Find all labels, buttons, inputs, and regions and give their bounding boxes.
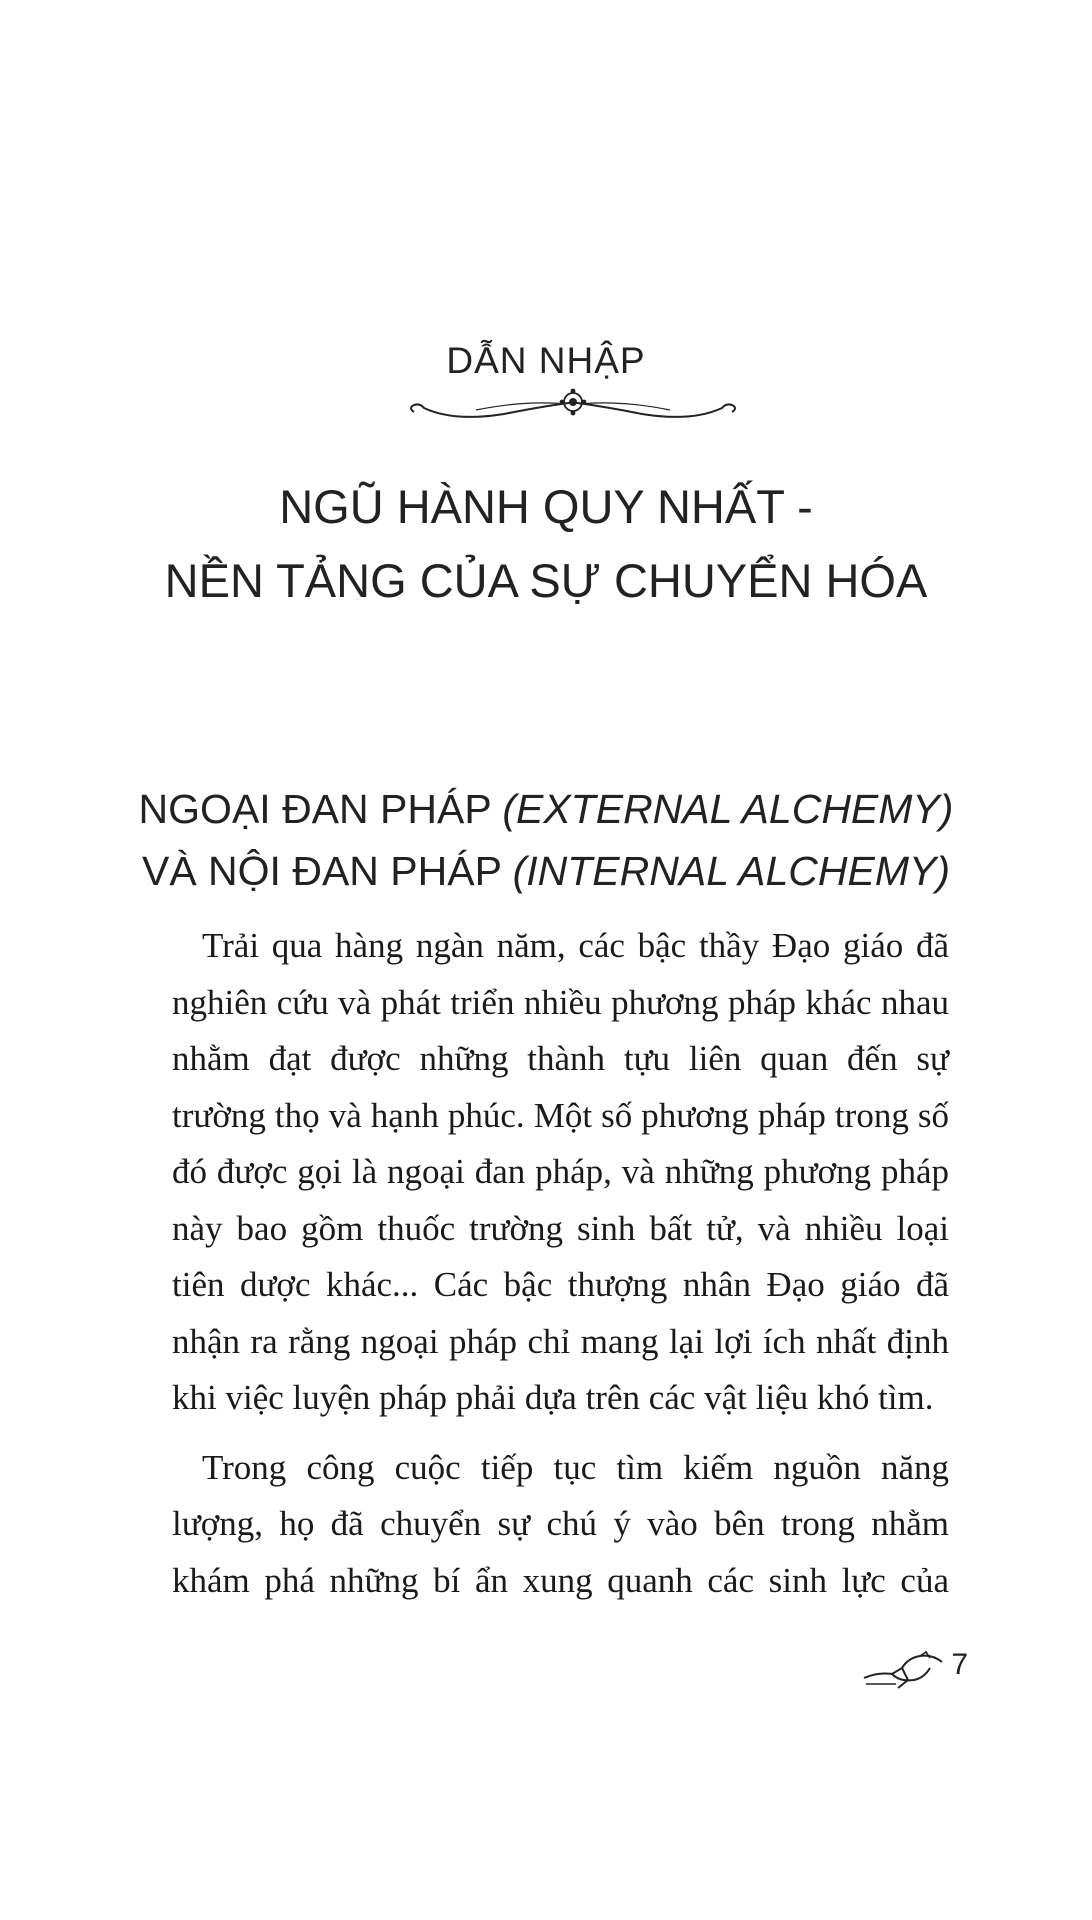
section-heading-english: (INTERNAL ALCHEMY): [512, 848, 951, 894]
section-heading-text: NGOẠI ĐAN PHÁP: [138, 786, 503, 832]
ornamental-divider-icon: [406, 388, 740, 424]
section-heading-line: [0, 840, 1092, 902]
section-heading-english: (EXTERNAL ALCHEMY): [502, 786, 954, 832]
paragraph: Trong công cuộc tiếp tục tìm kiếm nguồn năng lượng, họ đã chuyển sự chú ý vào bên trong nhằm khám phá những bí ẩn xung quanh các sinh lực của: [172, 1447, 949, 1600]
chapter-title-line: NGŨ HÀNH QUY NHẤT -: [279, 480, 813, 533]
section-heading-line: [0, 778, 1092, 840]
chapter-title: [0, 470, 1092, 618]
chapter-title-line: NỀN TẢNG CỦA SỰ CHUYỂN HÓA: [164, 554, 928, 607]
section-heading: [0, 778, 1092, 902]
paragraph: Trải qua hàng ngàn năm, các bậc thầy Đạo giáo đã nghiên cứu và phát triển nhiều phương pháp khác nhau nhằm đạt được những thành tựu liên quan đến sự trường thọ và hạnh phúc. Một số phương pháp trong số đó được gọi là ngoại đan pháp, và những phương pháp này bao gồm thuốc trường sinh bất tử, và nhiều loại tiên dược khác... Các bậc thượng nhân Đạo giáo đã nhận ra rằng ngoại pháp chỉ mang lại lợi ích nhất định khi việc luyện pháp phải dựa trên các vật liệu khó tìm.: [172, 926, 949, 1417]
page-number: 7: [951, 1648, 968, 1681]
section-heading-text: VÀ NỘI ĐAN PHÁP: [141, 848, 513, 894]
page-footer: [862, 1646, 972, 1694]
chapter-label: DẪN NHẬP: [446, 340, 646, 381]
body-text: [172, 918, 949, 1622]
crane-ornament-icon: [862, 1650, 948, 1690]
